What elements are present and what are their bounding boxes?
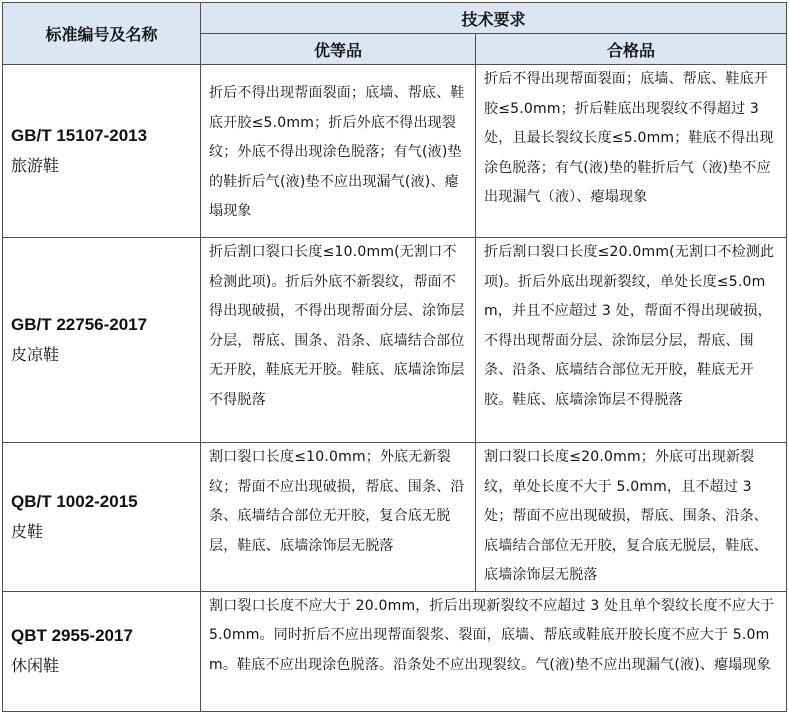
- standard-cell: [3, 238, 201, 443]
- header-tech-requirements: 技术要求: [201, 3, 787, 34]
- standard-cell: [3, 65, 201, 238]
- qualified-requirement: 折后不得出现帮面裂面；底墙、帮底、鞋底开胶≤5.0mm；折后鞋底出现裂纹不得超过 3 处，且最长裂纹长度≤5.0mm；鞋底不得出现涂色脱落；有气(液)垫的鞋折后气（液)垫不应出现漏气（液）、瘪塌现象: [476, 65, 787, 238]
- table-row: [3, 65, 787, 238]
- merged-requirement: 割口裂口长度不应大于 20.0mm，折后出现新裂纹不应超过 3 处且单个裂纹长度不应大于 5.0mm。同时折后不应出现帮面裂浆、裂面，底墙、帮底或鞋底开胶长度不应大于 5.0mm。鞋底不应出现涂色脱落。沿条处不应出现裂纹。气(液)垫不应出现漏气(液)、瘪塌现象: [201, 591, 787, 711]
- table-row: [3, 591, 787, 711]
- standard-title: 旅游鞋: [11, 156, 60, 175]
- table-row: [3, 238, 787, 443]
- header-standard-name: 标准编号及名称: [3, 3, 201, 65]
- superior-requirement: 折后不得出现帮面裂面；底墙、帮底、鞋底开胶≤5.0mm；折后外底不得出现裂纹；外底不得出现涂色脱落；有气(液)垫的鞋折后气(液)垫不应出现漏气(液)、瘪塌现象: [201, 65, 476, 238]
- standard-code: QB/T 1002-2015: [11, 491, 138, 511]
- standard-code: QBT 2955-2017: [11, 626, 133, 645]
- standard-code: GB/T 15107-2013: [11, 126, 148, 145]
- standard-code: GB/T 22756-2017: [11, 315, 148, 334]
- qualified-requirement: 割口裂口长度≤20.0mm；外底可出现新裂纹，单处长度不大于 5.0mm，且不超过 3处；帮面不应出现破损，帮底、围条、沿条、底墙结合部位无开胶，复合底无脱层，鞋底、底墙涂饰层无脱落: [476, 443, 787, 592]
- superior-requirement: 折后割口裂口长度≤10.0mm(无割口不检测此项)。折后外底不新裂纹，帮面不得出现破损，不得出现帮面分层、涂饰层分层，帮底、围条、沿条、底墙结合部位无开胶，鞋底无开胶。鞋底、底墙涂饰层不得脱落: [201, 238, 476, 443]
- table-row: [3, 443, 787, 592]
- header-row-1: [3, 3, 787, 34]
- header-qualified: 合格品: [476, 34, 787, 65]
- qualified-requirement: 折后割口裂口长度≤20.0mm(无割口不检测此项)。折后外底出现新裂纹，单处长度≤5.0mm，并且不应超过 3 处，帮面不得出现破损，不得出现帮面分层、涂饰层分层，帮底、围条、沿条、底墙结合部位无开胶，鞋底无开胶。鞋底、底墙涂饰层不得脱落: [476, 238, 787, 443]
- standard-cell: [3, 443, 201, 592]
- standard-title: 皮鞋: [11, 521, 44, 541]
- superior-requirement: 割口裂口长度≤10.0mm；外底无新裂纹；帮面不应出现破损，帮底、围条、沿条、底墙结合部位无开胶，复合底无脱层，鞋底、底墙涂饰层无脱落: [201, 443, 476, 592]
- standard-title: 休闲鞋: [11, 656, 60, 675]
- standards-table: [2, 2, 787, 712]
- standard-title: 皮凉鞋: [11, 345, 60, 364]
- header-superior: 优等品: [201, 34, 476, 65]
- standard-cell: [3, 591, 201, 711]
